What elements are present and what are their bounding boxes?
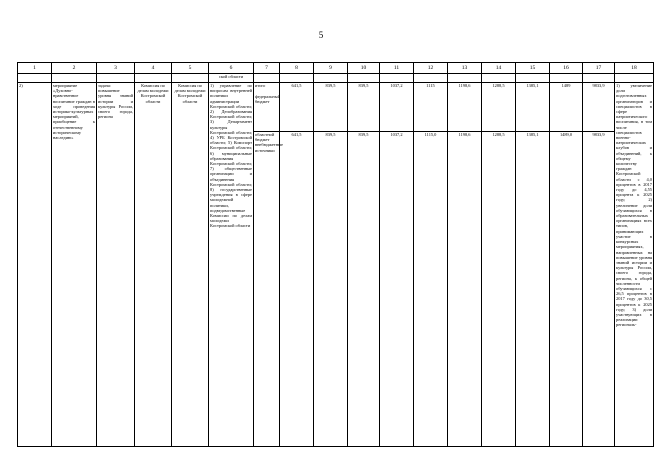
total-value: 1115 [414, 83, 448, 132]
total-value: 1198,6 [448, 83, 482, 132]
funding-source-cell [254, 83, 280, 132]
column-number: 16 [550, 63, 583, 74]
total-value: 839,5 [314, 83, 348, 132]
regional-value: 839,5 [314, 132, 348, 447]
responsible-executor: Комиссия по делам молодежи Костромской области [135, 83, 172, 447]
source-other: внебюджетные источники [255, 142, 283, 153]
column-number: 10 [348, 63, 380, 74]
column-number: 12 [414, 63, 448, 74]
regional-value: 641,5 [280, 132, 314, 447]
source-federal: федеральный бюджет [255, 94, 280, 105]
program-table [17, 62, 654, 447]
total-value: 839,5 [348, 83, 380, 132]
program-customer: Комиссия по делам молодежи Костромской области [172, 83, 209, 447]
event-name: мероприятие «Духовно-нравственное воспитание граждан в ходе проведения историко-культурных мероприятий, приобщение к отечественному историческому наследию» [52, 83, 97, 447]
task-text: задача: повышение уровня знаний истории и культуры России, своего города, региона [97, 83, 135, 447]
funding-source-cell [254, 132, 283, 447]
column-number: 13 [448, 63, 482, 74]
table-row [18, 83, 654, 132]
total-value: 1385,1 [516, 83, 550, 132]
column-number: 1 [18, 63, 52, 74]
regional-value: 1198,6 [448, 132, 482, 447]
executors-continuation: ской области [209, 74, 254, 83]
column-number: 3 [97, 63, 135, 74]
column-number: 15 [516, 63, 550, 74]
total-value: 9833,9 [583, 83, 615, 132]
page-number: 5 [318, 30, 324, 40]
regional-value: 1385,1 [516, 132, 550, 447]
total-value: 1037,2 [380, 83, 414, 132]
regional-value: 1489,0 [550, 132, 583, 447]
total-value: 1288,5 [482, 83, 516, 132]
column-number: 9 [314, 63, 348, 74]
column-number: 5 [172, 63, 209, 74]
row-number: 2) [18, 83, 52, 447]
regional-value: 839,5 [348, 132, 380, 447]
column-number-row [18, 63, 654, 74]
total-value: 1489 [550, 83, 583, 132]
source-total: итого [255, 83, 266, 88]
regional-value: 1115,0 [414, 132, 448, 447]
column-number: 2 [52, 63, 97, 74]
column-number: 4 [135, 63, 172, 74]
column-number: 6 [209, 63, 254, 74]
regional-value: 1288,5 [482, 132, 516, 447]
co-executors: 1) управление по вопросам внутренней политики администрации Костромской области; 2) Депобразования Костромской области; 3) Департамент культуры Костромской области; 4) УРБ Костромской области; 5) Комспорт Костромской области; 6) муниципальные образования Костромской области; 7) общественные организации и объединения Костромской области; 8) государственные учреждения в сфере молодежной политики, подведомственные Комиссии по делам молодежи Костромской области [209, 83, 254, 447]
regional-value: 9833,9 [583, 132, 615, 447]
expected-result: 1) увеличение доли подготовленных организаторов и специалистов в сфере патриотического воспитания, в том числе специалистов военно-патриотических клубов и объединений, к общему количеству граждан Костромской области с 4,0 процентов в 2017 году до 4,55 процента к 2025 году; 2) увеличение доли обучающихся в образовательных организациях всех типов, принимающих участие в конкурсных мероприятиях, направленных на повышение уровня знаний истории и культуры России, своего города, региона, к общей численности обучающихся с 26,5 процентов в 2017 году до 30,5 процентов к 2025 году; 3) доли участвующих в реализации региональ- [615, 83, 654, 447]
column-number: 7 [254, 63, 280, 74]
source-regional: областной бюджет [255, 132, 275, 143]
column-number: 18 [615, 63, 654, 74]
regional-value: 1037,2 [380, 132, 414, 447]
continuation-row [18, 74, 654, 83]
column-number: 8 [280, 63, 314, 74]
column-number: 11 [380, 63, 414, 74]
column-number: 14 [482, 63, 516, 74]
total-value: 641,5 [280, 83, 314, 132]
column-number: 17 [583, 63, 615, 74]
